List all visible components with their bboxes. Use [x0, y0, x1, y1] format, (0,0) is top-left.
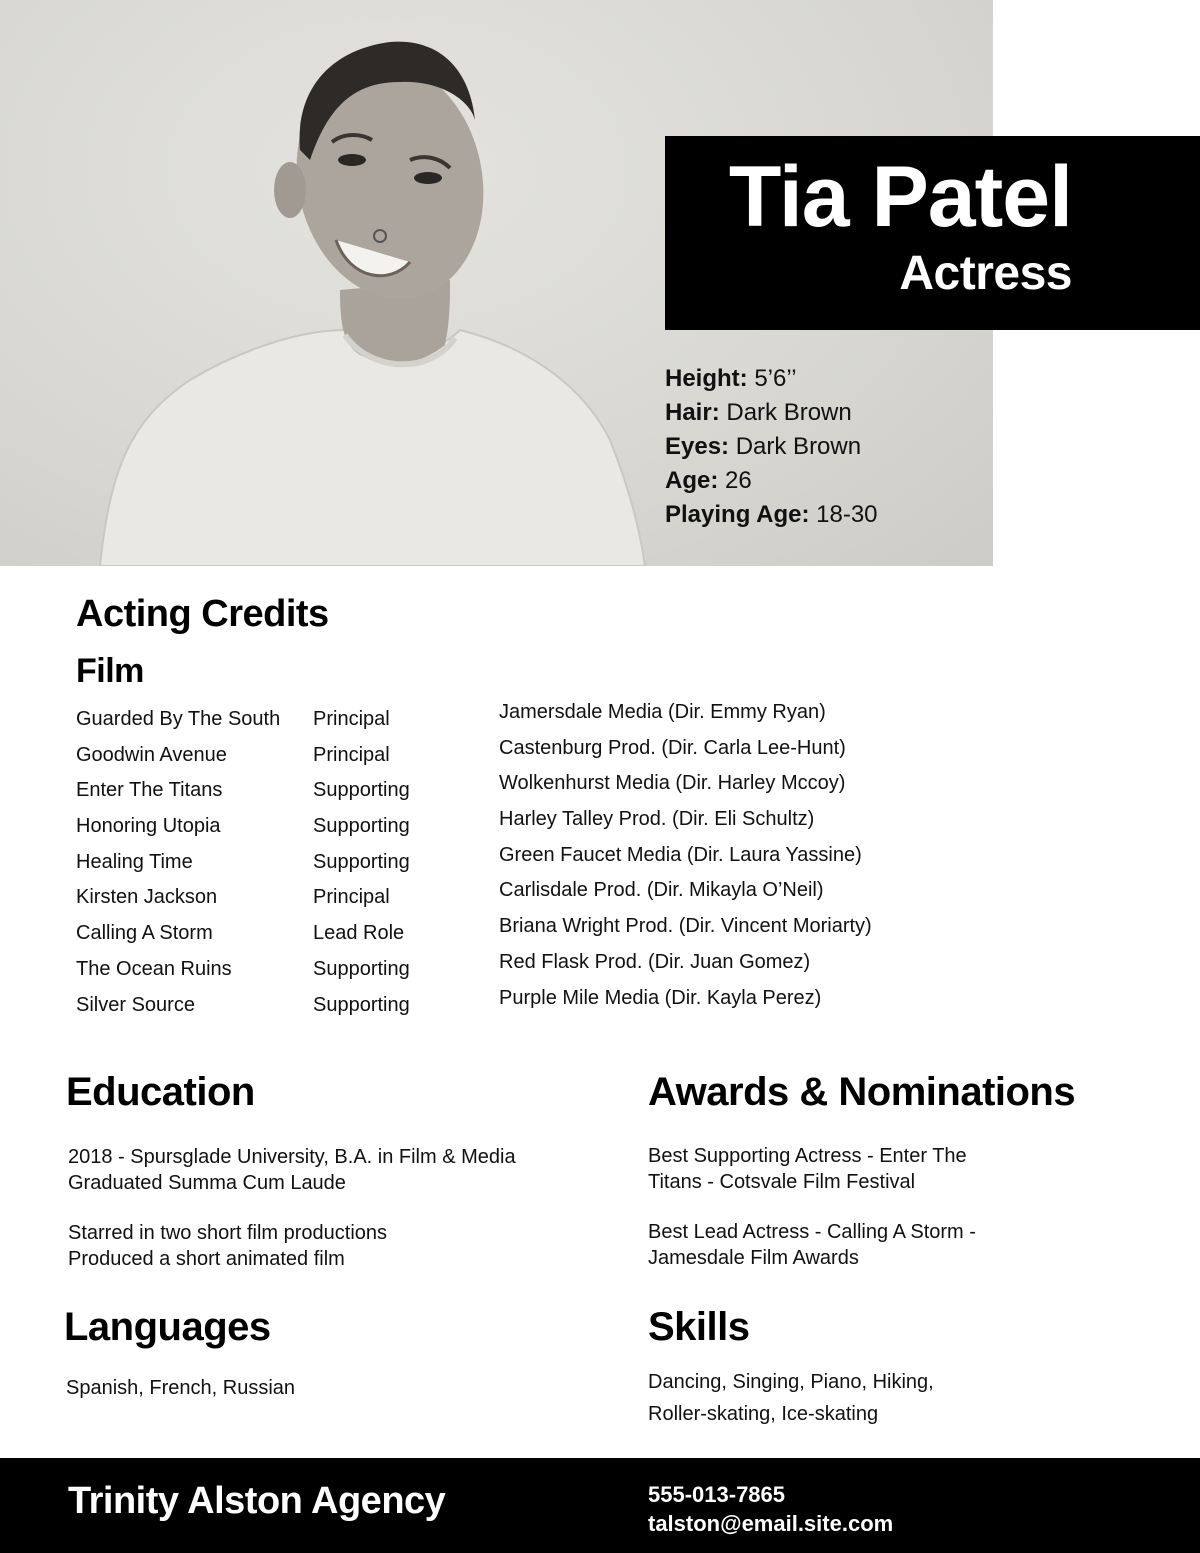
credit-production: Carlisdale Prod. (Dir. Mikayla O’Neil) [499, 879, 824, 902]
stat-eyes: Eyes: Dark Brown [665, 433, 862, 460]
credit-part: Lead Role [313, 922, 405, 945]
education-body [68, 1144, 588, 1272]
credit-title: The Ocean Ruins [76, 957, 232, 980]
stat-height: Height: 5’6’’ [665, 365, 797, 392]
footer [0, 1458, 1200, 1553]
credit-production: Purple Mile Media (Dir. Kayla Perez) [499, 986, 822, 1009]
credit-title: Guarded By The South [76, 708, 281, 730]
credit-production: Castenburg Prod. (Dir. Carla Lee-Hunt) [499, 736, 846, 759]
credit-part: Principal [313, 743, 390, 766]
stat-hair: Hair: Dark Brown [665, 399, 852, 426]
skills-heading: Skills [648, 1305, 750, 1349]
awards-body [648, 1143, 1018, 1271]
stat-playing-age: Playing Age: 18-30 [665, 501, 878, 528]
credit-production: Jamersdale Media (Dir. Emmy Ryan) [499, 701, 826, 723]
agency-contact [648, 1480, 893, 1538]
agency-phone: 555-013-7865 [648, 1482, 786, 1507]
credit-title: Enter The Titans [76, 779, 223, 802]
education-paragraph: 2018 - Spursglade University, B.A. in Film & Media Graduated Summa Cum Laude [68, 1146, 516, 1194]
credit-part: Supporting [313, 815, 410, 838]
stat-age: Age: 26 [665, 467, 752, 494]
credit-title: Silver Source [76, 993, 195, 1016]
credit-part: Supporting [313, 993, 410, 1016]
credit-production: Wolkenhurst Media (Dir. Harley Mccoy) [499, 772, 846, 795]
credit-part: Principal [313, 886, 390, 909]
acting-credits-heading: Acting Credits [76, 593, 329, 635]
credit-production: Green Faucet Media (Dir. Laura Yassine) [499, 843, 862, 866]
awards-heading: Awards & Nominations [648, 1070, 1076, 1114]
award-item: Best Lead Actress - Calling A Storm - Jamesdale Film Awards [648, 1221, 976, 1269]
credit-title: Healing Time [76, 850, 193, 873]
credit-production: Harley Talley Prod. (Dir. Eli Schultz) [499, 808, 815, 831]
actor-role: Actress [899, 247, 1072, 300]
credit-title: Kirsten Jackson [76, 886, 218, 909]
credit-part: Supporting [313, 957, 410, 980]
award-item: Best Supporting Actress - Enter The Titans - Cotsvale Film Festival [648, 1145, 967, 1193]
film-subheading: Film [76, 652, 144, 690]
agency-email: talston@email.site.com [648, 1511, 894, 1536]
credit-production: Briana Wright Prod. (Dir. Vincent Moriarty) [499, 915, 872, 938]
skills-body: Dancing, Singing, Piano, Hiking, Roller-skating, Ice-skating [648, 1371, 934, 1425]
education-paragraph: Starred in two short film productions Produced a short animated film [68, 1222, 388, 1270]
credit-title: Calling A Storm [76, 922, 213, 945]
education-heading: Education [66, 1070, 255, 1114]
credit-production: Red Flask Prod. (Dir. Juan Gomez) [499, 950, 811, 973]
credit-title: Goodwin Avenue [76, 743, 227, 766]
credit-part: Principal [313, 708, 390, 730]
languages-body: Spanish, French, Russian [66, 1377, 296, 1399]
credit-part: Supporting [313, 850, 410, 873]
languages-heading: Languages [64, 1305, 271, 1349]
credit-title: Honoring Utopia [76, 815, 221, 838]
actor-name: Tia Patel [728, 149, 1072, 245]
agency-name: Trinity Alston Agency [68, 1480, 446, 1522]
name-banner [665, 136, 1200, 330]
credit-part: Supporting [313, 779, 410, 802]
physical-stats [665, 362, 878, 532]
